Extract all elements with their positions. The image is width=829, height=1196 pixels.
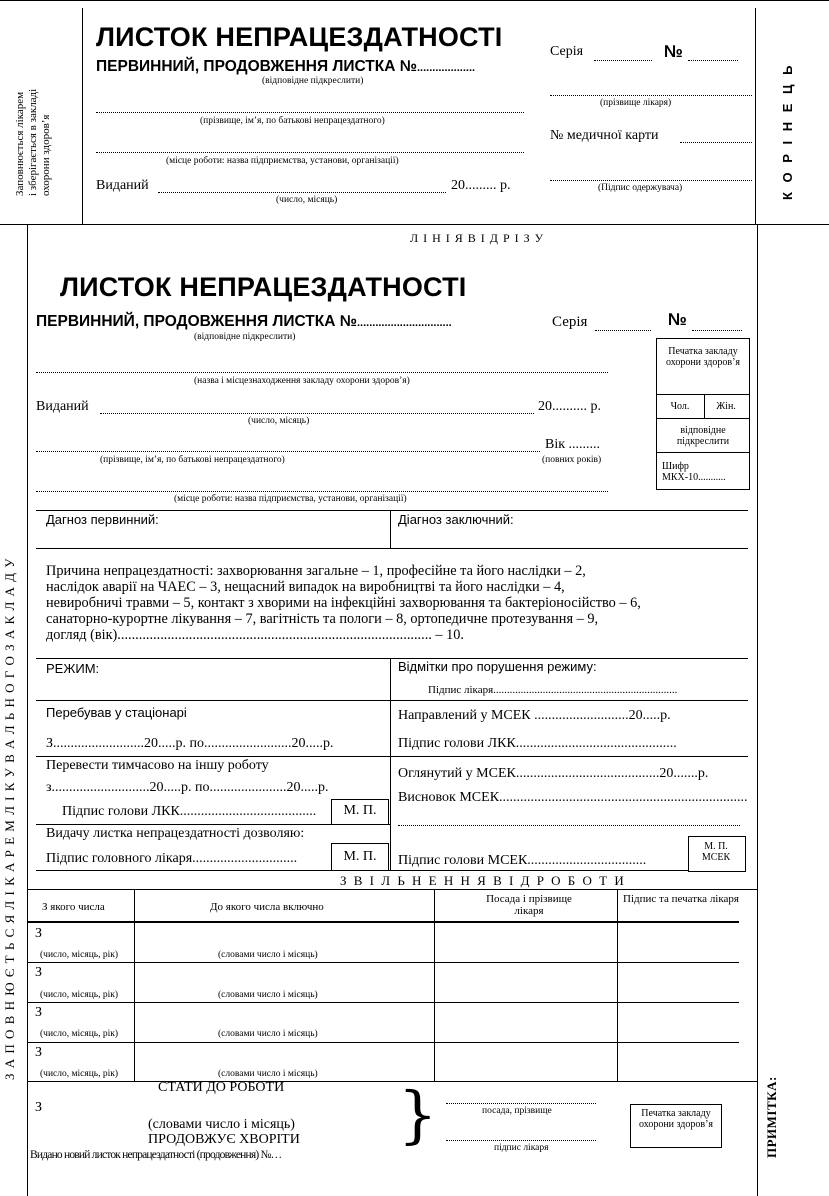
- stamp-box-female: Жін.: [716, 401, 736, 412]
- main-number-line: [692, 330, 742, 331]
- stamp-bottom-label: Печатка закладу охорони здоров’я: [638, 1108, 714, 1130]
- mp-label-2: М. П.: [343, 849, 377, 864]
- stamp-box-stamp: Печатка закладу охорони здоров’я: [665, 346, 741, 368]
- stamp-box-code: Шифр МКХ-10...........: [662, 461, 726, 483]
- allow-issue-label: Видачу листка непрацездатності дозволяю:: [46, 826, 305, 841]
- stamp-box-male: Чол.: [670, 401, 690, 412]
- stub-issued-year: 20......... р.: [451, 178, 511, 193]
- main-issued-line: [100, 413, 534, 414]
- age-label: Вік .........: [545, 437, 601, 452]
- release-row-from: З: [35, 926, 43, 941]
- cause-line: санаторно-курортне лікування – 7, вагітність та пологи – 8, ортопедичне протезування – 9,: [46, 611, 599, 627]
- release-row-to-hint: (словами число і місяць): [218, 1029, 318, 1039]
- main-work-line: [36, 491, 608, 492]
- facility-hint: (назва і місцезнаходження закладу охорони здоров’я): [194, 376, 410, 386]
- cause-line: догляд (вік)........................................................................................ – 10.: [46, 627, 465, 643]
- stub-series-label: Серія: [550, 44, 584, 59]
- stub-name-line: [96, 112, 524, 113]
- stub-medcard-label: № медичної карти: [550, 128, 659, 143]
- main-date-hint: (число, місяць): [248, 416, 310, 426]
- stub-bottom-border: [0, 224, 829, 225]
- main-subtitle: [36, 313, 452, 331]
- diag-first: Дагноз первинний:: [46, 512, 159, 527]
- release-row-border: [28, 1002, 739, 1003]
- diag-divider: [390, 510, 391, 548]
- diag-final: Діагноз заключний:: [398, 512, 514, 527]
- main-subtitle-text: ПЕРВИННИЙ, ПРОДОВЖЕННЯ ЛИСТКА №: [36, 313, 357, 330]
- stub-number-label: №: [664, 42, 683, 61]
- mp-msek-label: М. П. МСЕК: [701, 841, 731, 863]
- main-series-label: Серія: [552, 314, 588, 330]
- diag-bottom-border: [36, 548, 748, 549]
- stub-subtitle-text: ПЕРВИННИЙ, ПРОДОВЖЕННЯ ЛИСТКА №: [96, 58, 417, 75]
- regime-bottom-border: [36, 700, 748, 701]
- stub-receiver-line: [550, 180, 752, 181]
- release-table-bottom: [28, 1081, 757, 1082]
- main-number-label: №: [668, 310, 687, 329]
- stub-doctor-line: [550, 95, 752, 96]
- main-name-line: [36, 451, 540, 452]
- hospital-bottom-border: [36, 756, 748, 757]
- return-words: (словами число і місяць): [148, 1117, 295, 1132]
- msek-head-sign: Підпис голови МСЕК..................................: [398, 853, 647, 868]
- transfer-bottom-border: [36, 824, 390, 825]
- cause-block: [46, 563, 641, 643]
- brace-icon: }: [398, 1078, 438, 1151]
- regime-divider: [390, 658, 391, 870]
- stub-medcard-line: [680, 142, 752, 143]
- main-series-line: [595, 330, 651, 331]
- main-left-vertical: З А П О В Н Ю Є Т Ь С Я Л І К А Р Е М Л І К У В А Л Ь Н О Г О З А К Л А Д У: [2, 557, 17, 1080]
- doctor-signature-hint: підпис лікаря: [494, 1143, 549, 1153]
- release-row-to-hint: (словами число і місяць): [218, 950, 318, 960]
- release-header-bottom: [28, 921, 739, 923]
- main-left-border: [27, 224, 28, 1196]
- stub-subtitle-dots: ...................: [416, 62, 476, 74]
- release-col-header: Посада і прізвище лікаря: [486, 893, 572, 917]
- release-row-border: [28, 962, 739, 963]
- stamp-box-divider: [656, 418, 749, 419]
- msek-examined: Оглянутий у МСЕК.........................................20.......р.: [398, 766, 709, 781]
- cause-line: Причина непрацездатності: захворювання загальне – 1, професійне та його наслідки – 2,: [46, 563, 586, 579]
- violations-doctor-sign: Підпис лікаря...................................................................: [428, 684, 678, 696]
- stub-side-note-line: Заповнюється лікарем: [14, 91, 26, 196]
- stub-top-border: [0, 0, 829, 1]
- regime-top-border: [36, 658, 748, 659]
- age-hint: (повних років): [542, 455, 602, 465]
- release-col-header: Підпис та печатка лікаря: [623, 893, 739, 905]
- stub-receiver-hint: (Підпис одержувача): [598, 183, 683, 193]
- hospital-dates: З..........................20.....р. по.........................20.....р.: [46, 736, 334, 751]
- doctor-signature-line: [446, 1140, 596, 1141]
- main-right-divider: [757, 224, 758, 1196]
- release-row-from: З: [35, 965, 43, 980]
- note-vertical: ПРИМІТКА:: [764, 1076, 779, 1158]
- release-col-divider: [617, 889, 618, 1081]
- return-work-label: СТАТИ ДО РОБОТИ: [158, 1080, 285, 1095]
- release-row-from: З: [35, 1045, 43, 1060]
- lkk-sign2: Підпис голови ЛКК.......................................: [62, 804, 317, 819]
- stub-issued-label: Виданий: [96, 178, 149, 193]
- main-work-hint: (місце роботи: назва підприємства, установи, організації): [174, 494, 407, 504]
- stamp-box-divider: [656, 452, 749, 453]
- release-row-from-hint: (число, місяць, рік): [40, 950, 119, 960]
- main-subtitle-dots: ...............................: [356, 317, 452, 329]
- main-title: ЛИСТОК НЕПРАЦЕЗДАТНОСТІ: [60, 272, 467, 302]
- stub-title: ЛИСТОК НЕПРАЦЕЗДАТНОСТІ: [96, 22, 503, 52]
- release-row-to-hint: (словами число і місяць): [218, 1069, 318, 1079]
- release-col-header: З якого числа: [42, 901, 105, 913]
- cut-line-label: Л І Н І Я В І Д Р І З У: [410, 231, 545, 245]
- release-row-from-hint: (число, місяць, рік): [40, 1029, 119, 1039]
- release-row-from: З: [35, 1005, 43, 1020]
- stub-left-divider: [82, 8, 83, 224]
- msek-conclusion: Висновок МСЕК.......................................................................: [398, 790, 748, 805]
- new-sheet-label: Видано новий листок непрацездатності (продовження) №…: [30, 1149, 282, 1161]
- stub-side-note-line: охорони здоров’я: [40, 114, 52, 196]
- diag-top-border: [36, 510, 748, 511]
- stub-number-line: [688, 60, 738, 61]
- stub-name-hint: (прізвище, ім’я, по батькові непрацездатного): [200, 116, 385, 126]
- chief-sign: Підпис головного лікаря..............................: [46, 851, 298, 866]
- position-name-hint: посада, прізвище: [482, 1106, 552, 1116]
- return-from: З: [35, 1100, 43, 1115]
- cause-line: невиробничі травми – 5, контакт з хворими на інфекційні захворювання та бактеріоносійство – 6,: [46, 595, 641, 611]
- release-col-header: До якого числа включно: [210, 901, 324, 913]
- mp-label-1: М. П.: [343, 803, 377, 818]
- release-row-border: [28, 1042, 739, 1043]
- stub-issued-line: [158, 192, 446, 193]
- release-table-top: [28, 889, 757, 890]
- position-line: [446, 1103, 596, 1104]
- main-name-hint: (прізвище, ім’я, по батькові непрацездатного): [100, 455, 285, 465]
- continues-sick: ПРОДОВЖУЄ ХВОРІТИ: [148, 1132, 300, 1147]
- stamp-box-sex-divider: [704, 394, 705, 418]
- stamp-box-divider: [656, 394, 749, 395]
- transfer-dates: з............................20.....р. по......................20.....р.: [46, 780, 329, 795]
- stub-series-line: [594, 60, 652, 61]
- regime-label: РЕЖИМ:: [46, 661, 100, 676]
- main-underline-hint: (відповідне підкреслити): [194, 332, 296, 342]
- stub-side-note: [14, 26, 53, 196]
- transfer-label: Перевести тимчасово на іншу роботу: [46, 758, 269, 773]
- stamp-box-underline: відповідне підкреслити: [676, 425, 730, 447]
- allow-bottom-border: [36, 870, 688, 871]
- lkk-head-sign: Підпис голови ЛКК..............................................: [398, 736, 677, 751]
- stub-side-note-line: і зберігається в закладі: [27, 88, 39, 196]
- release-row-from-hint: (число, місяць, рік): [40, 990, 119, 1000]
- msek-sent: Направлений у МСЕК ...........................20.....р.: [398, 708, 671, 723]
- release-row-to-hint: (словами число і місяць): [218, 990, 318, 1000]
- main-issued-label: Виданий: [36, 399, 89, 414]
- facility-line: [36, 372, 608, 373]
- stub-side-label: К О Р І Н Е Ц Ь: [780, 62, 795, 200]
- violations-label: Відмітки про порушення режиму:: [398, 659, 597, 674]
- msek-dots: [398, 825, 740, 826]
- stub-work-hint: (місце роботи: назва підприємства, установи, організації): [166, 156, 399, 166]
- stub-work-line: [96, 152, 524, 153]
- stub-right-divider: [755, 8, 756, 224]
- stub-date-hint: (число, місяць): [276, 195, 338, 205]
- cause-line: наслідок аварії на ЧАЕС – 3, нещасний випадок на виробництві та його наслідки – 4,: [46, 579, 565, 595]
- stub-underline-hint: (відповідне підкреслити): [262, 76, 364, 86]
- hospital-label: Перебував у стаціонарі: [46, 705, 187, 720]
- main-issued-year: 20.......... р.: [538, 399, 601, 414]
- release-col-divider: [134, 889, 135, 1081]
- stub-subtitle: [96, 58, 475, 76]
- release-col-divider: [434, 889, 435, 1081]
- release-row-from-hint: (число, місяць, рік): [40, 1069, 119, 1079]
- stub-doctor-hint: (прізвище лікаря): [600, 98, 672, 108]
- release-header: З В І Л Ь Н Е Н Н Я В І Д Р О Б О Т И: [340, 873, 626, 888]
